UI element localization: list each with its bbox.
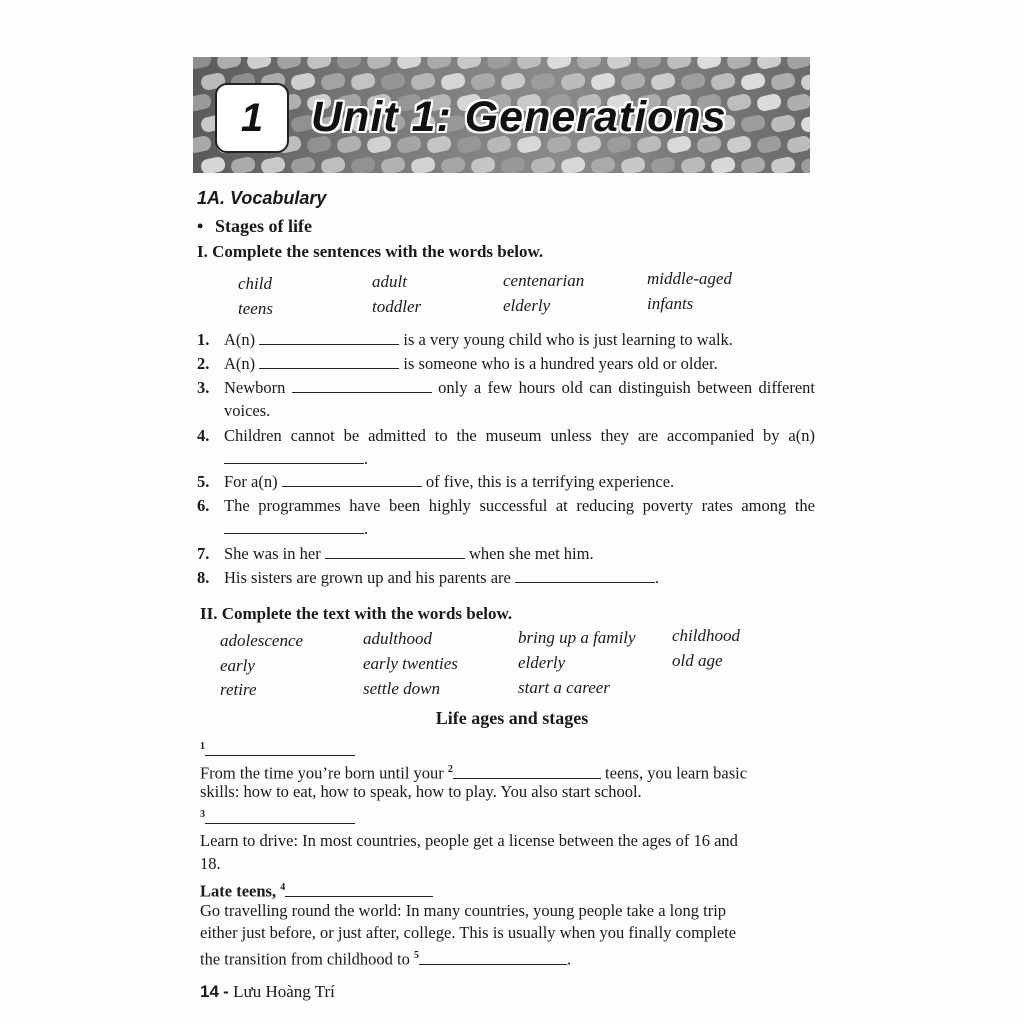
- answer-blank[interactable]: [325, 544, 465, 559]
- item-text: .: [364, 449, 369, 468]
- word-box-item: elderly: [503, 296, 551, 315]
- exercise1-heading: I. Complete the sentences with the words below.: [197, 242, 544, 261]
- answer-blank[interactable]: [282, 472, 422, 487]
- word-box-item: start a career: [518, 678, 610, 697]
- word-box-item: settle down: [363, 679, 440, 698]
- answer-blank[interactable]: [224, 519, 364, 534]
- footer-separator: -: [223, 982, 229, 1001]
- word-box-item: adolescence: [220, 631, 304, 650]
- answer-blank[interactable]: [205, 809, 355, 824]
- item-text: is a very young child who is just learning to walk.: [403, 330, 733, 349]
- word-box-item: centenarian: [503, 271, 585, 290]
- gap-number: 1: [200, 741, 205, 752]
- text-line: [200, 945, 815, 971]
- author-name: Lưu Hoàng Trí: [233, 982, 335, 1001]
- text-fragment: From the time you’re born until your: [200, 763, 444, 783]
- word-box-item: infants: [647, 294, 694, 313]
- answer-blank[interactable]: [419, 950, 567, 965]
- section-title: 1A. Vocabulary: [197, 188, 327, 208]
- item-number: 5.: [197, 472, 210, 491]
- unit-number-box: [215, 83, 289, 153]
- text-line: 18.: [200, 854, 221, 873]
- page-number: 14: [200, 982, 219, 1001]
- gap-4-line: [200, 877, 815, 903]
- answer-blank[interactable]: [453, 764, 601, 779]
- late-teens-label: Late teens,: [200, 881, 277, 901]
- bullet-dot-icon: •: [197, 216, 204, 236]
- word-box-item: elderly: [518, 653, 566, 672]
- item-number: 6.: [197, 496, 210, 515]
- unit-banner: [193, 57, 810, 173]
- word-box-item: child: [238, 274, 272, 293]
- word-box-item: early: [220, 656, 255, 675]
- word-box-item: teens: [238, 299, 273, 318]
- gap-number: 3: [200, 809, 205, 820]
- text-fragment: .: [567, 949, 572, 969]
- answer-blank[interactable]: [224, 449, 364, 464]
- item-number: 3.: [197, 378, 210, 397]
- gap-number: 5: [414, 950, 420, 961]
- bullet-label: Stages of life: [215, 216, 312, 236]
- item-text: Children cannot be admitted to the museum unless they are accompanied by a(n): [224, 426, 815, 445]
- item-number: 2.: [197, 354, 210, 373]
- answer-blank[interactable]: [515, 568, 655, 583]
- answer-blank[interactable]: [285, 882, 433, 897]
- gap-1-line: [200, 736, 815, 762]
- exercise1-item-2: [197, 352, 815, 375]
- item-text: .: [654, 568, 660, 587]
- item-text: A(n): [224, 330, 256, 349]
- bullet-stages-of-life: [197, 216, 312, 237]
- answer-blank[interactable]: [292, 378, 432, 393]
- exercise1-item-6: [197, 494, 815, 540]
- item-number: 7.: [197, 544, 210, 563]
- item-text: For a(n): [224, 472, 278, 491]
- exercise2-heading: II. Complete the text with the words below.: [200, 604, 513, 623]
- item-text: She was in her: [224, 544, 321, 563]
- exercise1-item-4: [197, 424, 815, 470]
- item-text: .: [364, 519, 369, 538]
- word-box-item: middle-aged: [647, 269, 732, 288]
- word-box-item: toddler: [372, 297, 422, 316]
- item-text: The programmes have been highly successful at reducing poverty rates among the: [224, 496, 815, 515]
- word-box-item: retire: [220, 680, 257, 699]
- text-title: Life ages and stages: [435, 708, 589, 728]
- word-box-item: old age: [672, 651, 723, 670]
- answer-blank[interactable]: [259, 330, 399, 345]
- item-text: is someone who is a hundred years old or older.: [403, 354, 718, 373]
- item-text: when she met him.: [468, 544, 594, 563]
- word-box-item: early twenties: [363, 654, 458, 673]
- text-line: either just before, or just after, college. This is usually when you finally complete: [200, 923, 737, 942]
- item-text: A(n): [224, 354, 256, 373]
- word-box-item: adulthood: [363, 629, 432, 648]
- answer-blank[interactable]: [259, 354, 399, 369]
- text-fragment: teens, you learn basic: [605, 763, 748, 783]
- exercise1-item-3: [197, 376, 815, 422]
- word-box-item: bring up a family: [518, 628, 636, 647]
- item-text: Newborn: [224, 378, 286, 397]
- text-line: Learn to drive: In most countries, people get a license between the ages of 16 and: [200, 831, 738, 850]
- text-line: Go travelling round the world: In many countries, young people take a long trip: [200, 901, 727, 920]
- gap-number: 4: [280, 882, 286, 893]
- word-box-item: adult: [372, 272, 407, 291]
- gap-3-line: [200, 804, 815, 830]
- exercise1-item-8: [197, 566, 815, 589]
- gap-number: 2: [447, 764, 453, 775]
- unit-title: Unit 1: Generations: [311, 93, 727, 141]
- page-footer: [200, 982, 335, 1002]
- item-number: 4.: [197, 426, 210, 445]
- text-fragment: the transition from childhood to: [200, 949, 410, 969]
- unit-number: 1: [240, 95, 264, 140]
- item-text: His sisters are grown up and his parents are: [224, 568, 511, 587]
- exercise1-item-1: [197, 328, 815, 351]
- exercise1-item-5: [197, 470, 815, 493]
- answer-blank[interactable]: [205, 741, 355, 756]
- item-number: 1.: [197, 330, 210, 349]
- exercise1-item-7: [197, 542, 815, 565]
- item-text: of five, this is a terrifying experience.: [425, 472, 675, 491]
- item-number: 8.: [197, 568, 210, 587]
- word-box-item: childhood: [672, 626, 740, 645]
- text-line: skills: how to eat, how to speak, how to play. You also start school.: [200, 782, 642, 801]
- item-text: only a few hours old can distinguish between different voices.: [224, 378, 816, 420]
